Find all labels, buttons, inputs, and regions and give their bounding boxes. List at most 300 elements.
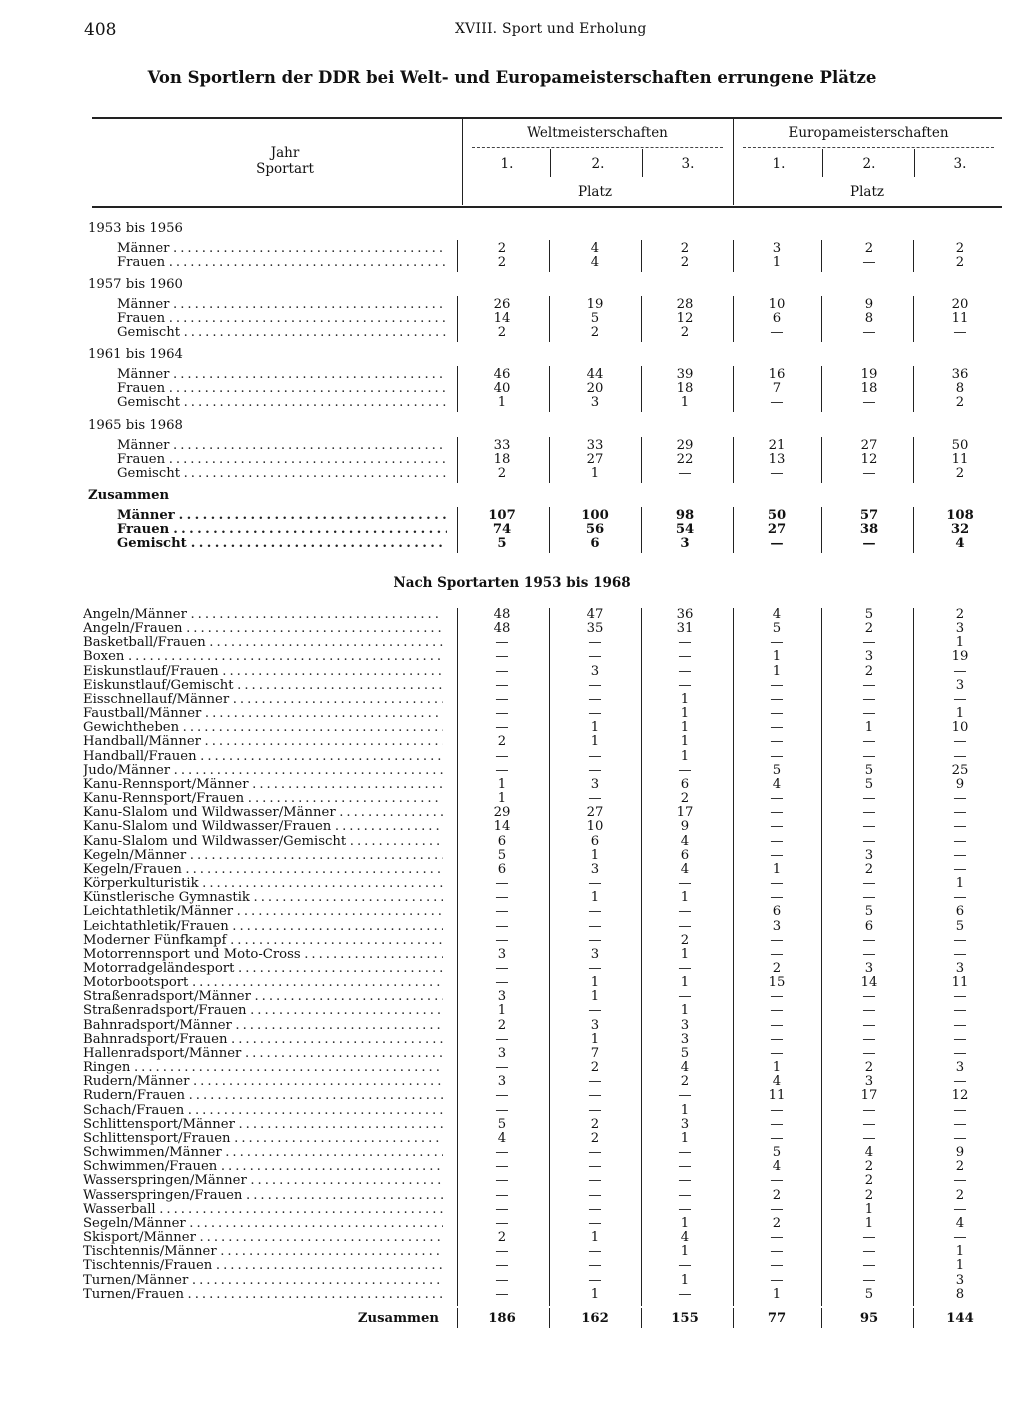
cell-value: — <box>862 1273 876 1288</box>
period-4-separator-1 <box>457 437 458 483</box>
cell-value: 4 <box>680 1060 690 1075</box>
row-label: Kanu-Slalom und Wildwasser/Männer . . . <box>83 806 443 820</box>
cell-value: 2 <box>680 241 690 256</box>
cell-value: — <box>495 635 509 650</box>
cell-value: 28 <box>676 297 694 312</box>
sports-separator-2 <box>549 608 550 1306</box>
cell-value: — <box>588 1188 602 1203</box>
cell-value: — <box>862 933 876 948</box>
cell-value: — <box>495 749 509 764</box>
total-row <box>0 1312 1024 1326</box>
cell-value: 1 <box>864 1202 874 1217</box>
table-row <box>0 523 1024 537</box>
cell-value: 1 <box>680 706 690 721</box>
cell-value: 54 <box>675 522 695 537</box>
cell-value: — <box>678 466 692 481</box>
cell-value: 98 <box>675 508 695 523</box>
cell-value: — <box>770 989 784 1004</box>
cell-value: — <box>862 325 876 340</box>
cell-value: 3 <box>497 1046 507 1061</box>
cell-value: 14 <box>860 975 878 990</box>
cell-value: — <box>862 395 876 410</box>
cell-value: 2 <box>864 1060 874 1075</box>
cell-value: — <box>495 1216 509 1231</box>
cell-value: 2 <box>497 1018 507 1033</box>
cell-value: 9 <box>955 1145 965 1160</box>
period-1-separator-6 <box>913 240 914 272</box>
table-row <box>0 849 1024 863</box>
table-row <box>0 707 1024 721</box>
col-head-em-2: 2. <box>862 156 876 172</box>
cell-value: — <box>678 1145 692 1160</box>
cell-value: — <box>495 961 509 976</box>
cell-value: — <box>495 664 509 679</box>
table-row <box>0 693 1024 707</box>
cell-value: 2 <box>497 255 507 270</box>
cell-value: 2 <box>955 466 965 481</box>
cell-value: — <box>770 947 784 962</box>
cell-value: 20 <box>951 297 969 312</box>
row-label: Tischtennis/Männer . . . <box>83 1245 443 1259</box>
row-label: Kanu-Slalom und Wildwasser/Gemischt . . . <box>83 835 443 849</box>
sports-separator-6 <box>913 608 914 1306</box>
cell-value: — <box>862 819 876 834</box>
cell-value: 3 <box>497 989 507 1004</box>
cell-value: 13 <box>768 452 786 467</box>
group-underline-wm <box>472 147 723 148</box>
period-2-separator-3 <box>641 296 642 342</box>
cell-value: — <box>862 536 876 551</box>
cell-value: 5 <box>772 763 782 778</box>
cell-value: 2 <box>680 255 690 270</box>
cell-value: 25 <box>951 763 969 778</box>
row-label: Schach/Frauen . . . <box>83 1104 443 1118</box>
cell-value: 6 <box>497 862 507 877</box>
cell-value: 15 <box>768 975 786 990</box>
cell-value: 9 <box>864 297 874 312</box>
cell-value: 7 <box>590 1046 600 1061</box>
cell-value: 1 <box>680 395 690 410</box>
row-label: Bahnradsport/Frauen . . . <box>83 1033 443 1047</box>
cell-value: 1 <box>497 791 507 806</box>
cell-value: — <box>862 1046 876 1061</box>
row-label: Segeln/Männer . . . <box>83 1217 443 1231</box>
cell-value: — <box>862 834 876 849</box>
cell-value: — <box>678 961 692 976</box>
period-2-separator-6 <box>913 296 914 342</box>
cell-value: 1 <box>955 635 965 650</box>
cell-value: 2 <box>955 607 965 622</box>
period-heading <box>0 348 1024 362</box>
table-row <box>0 1061 1024 1075</box>
row-label: Ringen . . . <box>83 1061 443 1075</box>
row-label: Boxen . . . <box>83 650 443 664</box>
cell-value: — <box>588 749 602 764</box>
table-row <box>0 1047 1024 1061</box>
cell-value: — <box>588 692 602 707</box>
cell-value: — <box>953 1131 967 1146</box>
cell-value: — <box>678 649 692 664</box>
cell-value: — <box>862 1258 876 1273</box>
cell-value: 17 <box>676 805 694 820</box>
table-row <box>0 396 1024 410</box>
cell-value: — <box>770 1117 784 1132</box>
cell-value: — <box>862 890 876 905</box>
table-row <box>0 920 1024 934</box>
header-sep-em-1 <box>822 149 823 177</box>
cell-value: — <box>770 876 784 891</box>
cell-value: — <box>495 1173 509 1188</box>
cell-value: — <box>588 635 602 650</box>
cell-value: 2 <box>680 933 690 948</box>
period-5-separator-1 <box>457 507 458 553</box>
row-label: Frauen . . . <box>117 382 447 396</box>
table-row <box>0 835 1024 849</box>
cell-value: — <box>770 805 784 820</box>
cell-value: 4 <box>955 536 965 551</box>
cell-value: 39 <box>676 367 694 382</box>
cell-value: — <box>770 848 784 863</box>
table-row <box>0 764 1024 778</box>
cell-value: 11 <box>951 452 969 467</box>
row-label: Judo/Männer . . . <box>83 764 443 778</box>
cell-value: 27 <box>860 438 878 453</box>
row-label: Wasserspringen/Männer . . . <box>83 1174 443 1188</box>
table-row <box>0 792 1024 806</box>
cell-value: — <box>862 1230 876 1245</box>
sports-separator-5 <box>821 608 822 1306</box>
cell-value: 6 <box>772 904 782 919</box>
cell-value: 4 <box>680 834 690 849</box>
cell-value: 3 <box>864 1074 874 1089</box>
cell-value: — <box>862 1018 876 1033</box>
row-label: Frauen . . . <box>117 523 447 537</box>
table-row <box>0 1231 1024 1245</box>
cell-value: — <box>678 1287 692 1302</box>
row-label: 1961 bis 1964 <box>88 348 183 362</box>
cell-value: — <box>495 1088 509 1103</box>
table-row <box>0 1245 1024 1259</box>
row-label: 1953 bis 1956 <box>88 222 183 236</box>
period-2-separator-5 <box>821 296 822 342</box>
cell-value: — <box>770 692 784 707</box>
cell-value: — <box>495 1159 509 1174</box>
cell-value: — <box>862 989 876 1004</box>
cell-value: — <box>953 664 967 679</box>
cell-value: 1 <box>680 1216 690 1231</box>
table-row <box>0 820 1024 834</box>
cell-value: 3 <box>680 1032 690 1047</box>
cell-value: 1 <box>680 975 690 990</box>
total-separator-4 <box>733 1308 734 1328</box>
cell-value: — <box>862 734 876 749</box>
cell-value: 38 <box>859 522 879 537</box>
cell-value: — <box>495 692 509 707</box>
cell-value: 2 <box>864 1188 874 1203</box>
cell-value: 5 <box>772 621 782 636</box>
row-label: 1965 bis 1968 <box>88 419 183 433</box>
period-5-separator-6 <box>913 507 914 553</box>
row-label: Kanu-Rennsport/Frauen . . . <box>83 792 443 806</box>
cell-value: — <box>953 1003 967 1018</box>
col-head-em-3: 3. <box>953 156 967 172</box>
cell-value: 47 <box>586 607 604 622</box>
row-label: Gemischt . . . <box>117 537 447 551</box>
table-row <box>0 1203 1024 1217</box>
cell-value: 33 <box>586 438 604 453</box>
cell-value: 48 <box>493 607 511 622</box>
row-label: Wasserball . . . <box>83 1203 443 1217</box>
cell-value: — <box>770 734 784 749</box>
cell-value: 3 <box>772 241 782 256</box>
cell-value: 7 <box>772 381 782 396</box>
cell-value: — <box>953 848 967 863</box>
cell-value: 10 <box>586 819 604 834</box>
stub-head-sport: Sportart <box>256 161 314 177</box>
cell-value: — <box>862 1131 876 1146</box>
running-head: XVIII. Sport und Erholung <box>455 21 647 37</box>
row-label: Künstlerische Gymnastik . . . <box>83 891 443 905</box>
cell-value: 6 <box>680 848 690 863</box>
cell-value: 19 <box>860 367 878 382</box>
cell-value: 31 <box>676 621 694 636</box>
cell-value: — <box>495 919 509 934</box>
cell-value: 1 <box>590 975 600 990</box>
cell-value: 5 <box>497 848 507 863</box>
cell-value: — <box>678 1159 692 1174</box>
cell-value: 11 <box>951 311 969 326</box>
col-head-wm-1: 1. <box>500 156 514 172</box>
cell-value: — <box>678 1173 692 1188</box>
cell-value: 46 <box>493 367 511 382</box>
period-4-separator-5 <box>821 437 822 483</box>
cell-value: 1 <box>497 1003 507 1018</box>
cell-value: 6 <box>590 536 600 551</box>
col-head-wm-2: 2. <box>591 156 605 172</box>
row-label: Gemischt . . . <box>117 396 447 410</box>
period-3-separator-5 <box>821 366 822 412</box>
cell-value: — <box>770 1032 784 1047</box>
cell-value: 1 <box>772 664 782 679</box>
cell-value: — <box>953 1046 967 1061</box>
cell-value: — <box>588 649 602 664</box>
cell-value: 50 <box>951 438 969 453</box>
cell-value: 6 <box>955 904 965 919</box>
period-4-separator-4 <box>733 437 734 483</box>
row-label: Wasserspringen/Frauen . . . <box>83 1189 443 1203</box>
cell-value: 5 <box>497 536 507 551</box>
cell-value: 11 <box>768 1088 786 1103</box>
row-label: Handball/Männer . . . <box>83 735 443 749</box>
cell-value: — <box>953 734 967 749</box>
table-row <box>0 679 1024 693</box>
cell-value: — <box>953 989 967 1004</box>
cell-value: — <box>678 1258 692 1273</box>
table-row <box>0 1033 1024 1047</box>
cell-value: — <box>588 1088 602 1103</box>
cell-value: 4 <box>772 1074 782 1089</box>
cell-value: 3 <box>680 1018 690 1033</box>
cell-value: 5 <box>864 777 874 792</box>
header-sep-wm-2 <box>642 149 643 177</box>
cell-value: 5 <box>497 1117 507 1132</box>
cell-value: 1 <box>590 466 600 481</box>
table-row <box>0 735 1024 749</box>
cell-value: — <box>862 678 876 693</box>
cell-value: 2 <box>680 325 690 340</box>
cell-value: — <box>770 834 784 849</box>
period-3-separator-6 <box>913 366 914 412</box>
stub-head <box>230 145 340 177</box>
cell-value: 19 <box>951 649 969 664</box>
cell-value: 3 <box>497 1074 507 1089</box>
table-row <box>0 1288 1024 1302</box>
cell-value: 1 <box>590 1032 600 1047</box>
cell-value: — <box>953 1018 967 1033</box>
cell-value: 1 <box>590 734 600 749</box>
cell-value: — <box>678 904 692 919</box>
cell-value: 3 <box>590 395 600 410</box>
cell-value: — <box>953 749 967 764</box>
cell-value: 1 <box>864 720 874 735</box>
cell-value: — <box>678 678 692 693</box>
cell-value: — <box>953 1074 967 1089</box>
cell-value: 2 <box>864 664 874 679</box>
cell-value: — <box>495 876 509 891</box>
cell-value: 36 <box>676 607 694 622</box>
cell-value: — <box>953 692 967 707</box>
row-label: Schwimmen/Männer . . . <box>83 1146 443 1160</box>
row-label: Turnen/Männer . . . <box>83 1274 443 1288</box>
cell-value: 3 <box>955 1273 965 1288</box>
row-label: Gemischt . . . <box>117 467 447 481</box>
cell-value: 57 <box>859 508 879 523</box>
cell-value: — <box>495 890 509 905</box>
cell-value: 1 <box>680 749 690 764</box>
cell-value: — <box>588 1145 602 1160</box>
cell-value: 1 <box>680 1131 690 1146</box>
cell-value: — <box>862 791 876 806</box>
cell-value: 2 <box>955 241 965 256</box>
cell-value: 35 <box>586 621 604 636</box>
period-1-separator-4 <box>733 240 734 272</box>
cell-value: 2 <box>955 1188 965 1203</box>
cell-value: 5 <box>864 607 874 622</box>
table-row <box>0 326 1024 340</box>
table-row <box>0 256 1024 270</box>
cell-value: 8 <box>864 311 874 326</box>
table-row <box>0 863 1024 877</box>
cell-value: — <box>495 678 509 693</box>
table-row <box>0 976 1024 990</box>
cell-value: — <box>588 678 602 693</box>
cell-value: — <box>862 1003 876 1018</box>
cell-value: 6 <box>680 777 690 792</box>
cell-value: 4 <box>772 777 782 792</box>
cell-value: 27 <box>586 805 604 820</box>
sports-separator-1 <box>457 608 458 1306</box>
cell-value: — <box>770 1003 784 1018</box>
cell-value: 3 <box>590 1018 600 1033</box>
period-4-separator-3 <box>641 437 642 483</box>
col-head-wm-3: 3. <box>681 156 695 172</box>
cell-value: 1 <box>772 649 782 664</box>
cell-value: 4 <box>497 1131 507 1146</box>
cell-value: — <box>770 1103 784 1118</box>
cell-value: 1 <box>772 1287 782 1302</box>
row-label: Leichtathletik/Männer . . . <box>83 905 443 919</box>
cell-value: 8 <box>955 381 965 396</box>
cell-value: 9 <box>955 777 965 792</box>
cell-value: 4 <box>590 255 600 270</box>
stub-head-year: Jahr <box>270 145 300 161</box>
cell-value: 19 <box>586 297 604 312</box>
table-row <box>0 665 1024 679</box>
cell-value: 162 <box>581 1311 609 1326</box>
row-label: Faustball/Männer . . . <box>83 707 443 721</box>
cell-value: 2 <box>680 1074 690 1089</box>
cell-value: — <box>953 805 967 820</box>
period-1-separator-3 <box>641 240 642 272</box>
period-5-separator-2 <box>549 507 550 553</box>
cell-value: — <box>678 1088 692 1103</box>
cell-value: 6 <box>864 919 874 934</box>
cell-value: 1 <box>680 720 690 735</box>
cell-value: 1 <box>955 1258 965 1273</box>
row-label: Schwimmen/Frauen . . . <box>83 1160 443 1174</box>
table-row <box>0 1075 1024 1089</box>
cell-value: 95 <box>859 1311 879 1326</box>
cell-value: 50 <box>767 508 787 523</box>
cell-value: 2 <box>590 1117 600 1132</box>
total-separator-1 <box>457 1308 458 1328</box>
cell-value: 1 <box>680 692 690 707</box>
period-heading <box>0 489 1024 503</box>
cell-value: — <box>770 890 784 905</box>
table-row <box>0 1217 1024 1231</box>
cell-value: — <box>495 1145 509 1160</box>
table-row <box>0 990 1024 1004</box>
table-row <box>0 1019 1024 1033</box>
cell-value: 6 <box>590 834 600 849</box>
table-row <box>0 948 1024 962</box>
cell-value: — <box>953 1032 967 1047</box>
row-label: Kanu-Rennsport/Männer . . . <box>83 778 443 792</box>
row-label: Zusammen <box>88 489 170 503</box>
cell-value: — <box>495 649 509 664</box>
row-label: Straßenradsport/Männer . . . <box>83 990 443 1004</box>
cell-value: 1 <box>590 890 600 905</box>
cell-value: — <box>588 919 602 934</box>
cell-value: 2 <box>680 791 690 806</box>
cell-value: 3 <box>955 1060 965 1075</box>
cell-value: — <box>678 989 692 1004</box>
cell-value: — <box>953 1202 967 1217</box>
cell-value: 2 <box>955 395 965 410</box>
cell-value: — <box>588 1202 602 1217</box>
cell-value: — <box>588 1273 602 1288</box>
table-row <box>0 1174 1024 1188</box>
cell-value: — <box>862 876 876 891</box>
cell-value: 2 <box>497 325 507 340</box>
cell-value: — <box>862 947 876 962</box>
cell-value: 3 <box>497 947 507 962</box>
cell-value: 40 <box>493 381 511 396</box>
row-label: Kanu-Slalom und Wildwasser/Frauen . . . <box>83 820 443 834</box>
table-row <box>0 962 1024 976</box>
cell-value: 3 <box>590 664 600 679</box>
table-row <box>0 905 1024 919</box>
